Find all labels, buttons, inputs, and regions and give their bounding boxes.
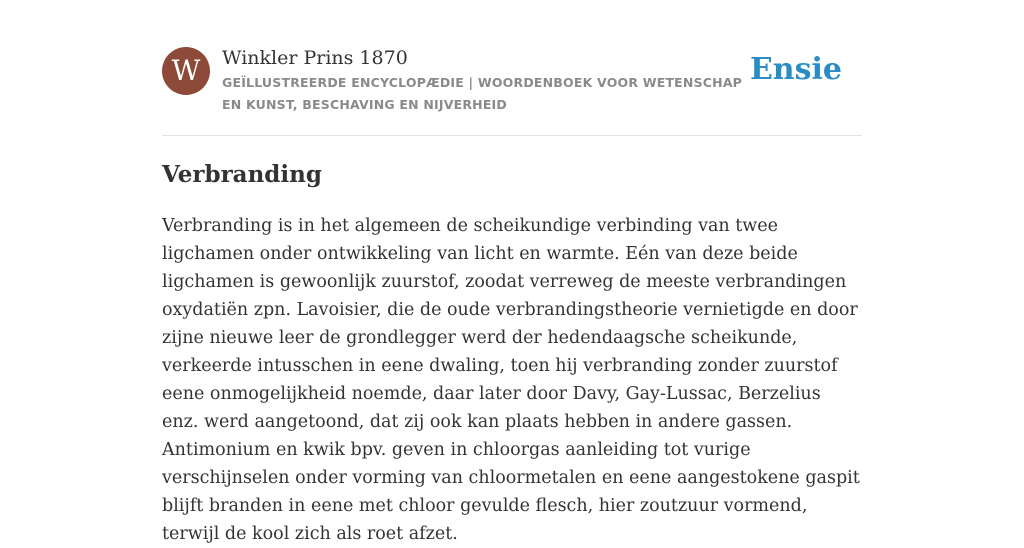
source-header — [162, 46, 862, 116]
article-body: Verbranding is in het algemeen de scheikundige verbinding van twee ligchamen onder ontwikkeling van licht en warmte. Eén van deze beide ligchamen is gewoonlijk zuurstof, zoodat verreweg de meeste verbrandingen oxydatiën zpn. Lavoisier, die de oude verbrandingstheorie vernietigde en door zijne nieuwe leer de grondlegger werd der hedendaagsche scheikunde, verkeerde intusschen in eene dwaling, toen hij verbranding zonder zuurstof eene onmogelijkheid noemde, daar later door Davy, Gay-Lussac, Berzelius enz. werd aangetoond, dat zij ook kan plaats hebben in andere gassen. Antimonium en kwik bpv. geven in chloorgas aanleiding tot vurige verschijnselen onder vorming van chloormetalen en eene aangestokene gaspit blijft branden in eene met chloor gevulde flesch, hier zoutzuur vormend, terwijl de kool zich als roet afzet. — [162, 216, 860, 544]
source-subtitle: GEÏLLUSTREERDE ENCYCLOPÆDIE | WOORDENBOEK VOOR WETENSCHAP EN KUNST, BESCHAVING EN NIJVERHEID — [222, 75, 743, 112]
source-avatar: W — [162, 47, 210, 95]
ensie-logo[interactable]: Ensie — [749, 52, 842, 87]
source-title[interactable]: Winkler Prins 1870 — [222, 47, 408, 69]
header-divider — [162, 135, 862, 136]
article-title: Verbranding — [162, 161, 322, 188]
